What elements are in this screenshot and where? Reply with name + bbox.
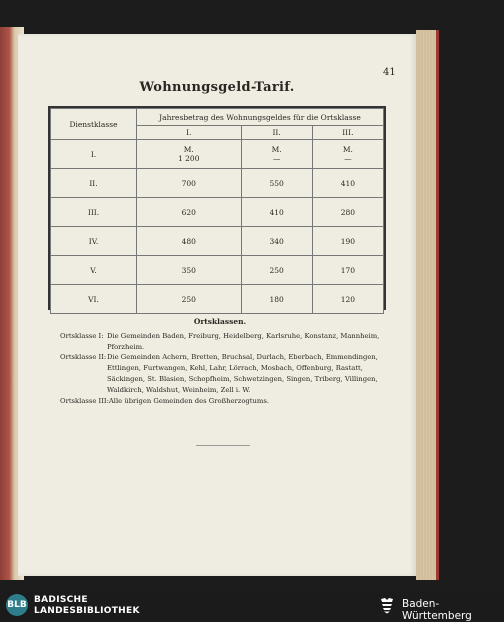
legend-text: Alle übrigen Gemeinden des Großherzogtums. <box>108 396 269 405</box>
table-row <box>51 198 384 227</box>
cell-value: 170 <box>312 256 383 285</box>
row-label: III. <box>51 198 137 227</box>
cell-value: 340 <box>241 227 312 256</box>
state-name[interactable]: Baden-Württemberg <box>402 598 472 622</box>
legend-key: Ortsklasse III: <box>60 396 109 405</box>
cell-value: 280 <box>312 198 383 227</box>
library-name-line1: BADISCHE <box>34 595 88 605</box>
cell-value: — <box>272 154 281 163</box>
legend-item <box>60 396 380 407</box>
table-row <box>51 256 384 285</box>
row-label: I. <box>51 140 137 169</box>
legend-item <box>60 352 380 395</box>
cell-value: 410 <box>312 169 383 198</box>
cell-value: 120 <box>312 285 383 314</box>
table-cell <box>312 140 383 169</box>
currency-symbol: M. <box>183 145 194 154</box>
cell-value: 250 <box>241 256 312 285</box>
row-label: II. <box>51 169 137 198</box>
legend-text: Die Gemeinden Achern, Bretten, Bruchsal, Durlach, Eberbach, Emmendingen, Ettlingen, Furtwangen, Kehl, Lahr, Lörrach, Mosbach, Offenburg, Rastatt, Säckingen, St. Blasien, Schopfheim, Schwetzingen, Singen, Triberg, Villingen, Waldkirch, Waldshut, Weinheim, Zell i. W. <box>107 353 378 394</box>
column-header-iii: III. <box>312 126 383 140</box>
legend-key: Ortsklasse II: <box>60 353 107 362</box>
housing-allowance-table <box>48 106 386 310</box>
row-label: VI. <box>51 285 137 314</box>
book-page <box>18 34 416 576</box>
table-row <box>51 285 384 314</box>
page-number: 41 <box>383 67 396 78</box>
cell-value: 700 <box>137 169 242 198</box>
row-label: IV. <box>51 227 137 256</box>
cell-value: 480 <box>137 227 242 256</box>
cell-value: 620 <box>137 198 242 227</box>
group-header: Jahresbetrag des Wohnungsgeldes für die Ortsklasse <box>137 109 384 126</box>
column-header-i: I. <box>137 126 242 140</box>
legend-title: Ortsklassen. <box>193 317 247 326</box>
table-cell <box>137 140 242 169</box>
page-edges <box>416 30 439 580</box>
divider-rule <box>196 445 250 446</box>
row-label: V. <box>51 256 137 285</box>
table-cell <box>241 140 312 169</box>
currency-symbol: M. <box>342 145 353 154</box>
row-header: Dienstklasse <box>51 109 137 140</box>
cell-value: 410 <box>241 198 312 227</box>
cell-value: 190 <box>312 227 383 256</box>
legend-item <box>60 331 380 353</box>
cell-value: — <box>344 154 352 163</box>
table-row <box>51 169 384 198</box>
table-row <box>51 227 384 256</box>
coat-of-arms-icon[interactable] <box>379 596 395 614</box>
blb-logo-badge[interactable]: BLB <box>6 594 28 616</box>
page-title: Wohnungsgeld-Tarif. <box>139 80 295 95</box>
legend-key: Ortsklasse I: <box>60 331 104 340</box>
cell-value: 1 200 <box>178 154 200 163</box>
cell-value: 550 <box>241 169 312 198</box>
cell-value: 180 <box>241 285 312 314</box>
table-row <box>51 140 384 169</box>
library-name-line2: LANDESBIBLIOTHEK <box>34 606 140 616</box>
currency-symbol: M. <box>271 145 282 154</box>
ortsklassen-legend <box>60 317 380 406</box>
column-header-ii: II. <box>241 126 312 140</box>
legend-text: Die Gemeinden Baden, Freiburg, Heidelberg, Karlsruhe, Konstanz, Mannheim, Pforzheim. <box>107 331 380 351</box>
cell-value: 250 <box>137 285 242 314</box>
library-name[interactable] <box>34 595 140 617</box>
cell-value: 350 <box>137 256 242 285</box>
